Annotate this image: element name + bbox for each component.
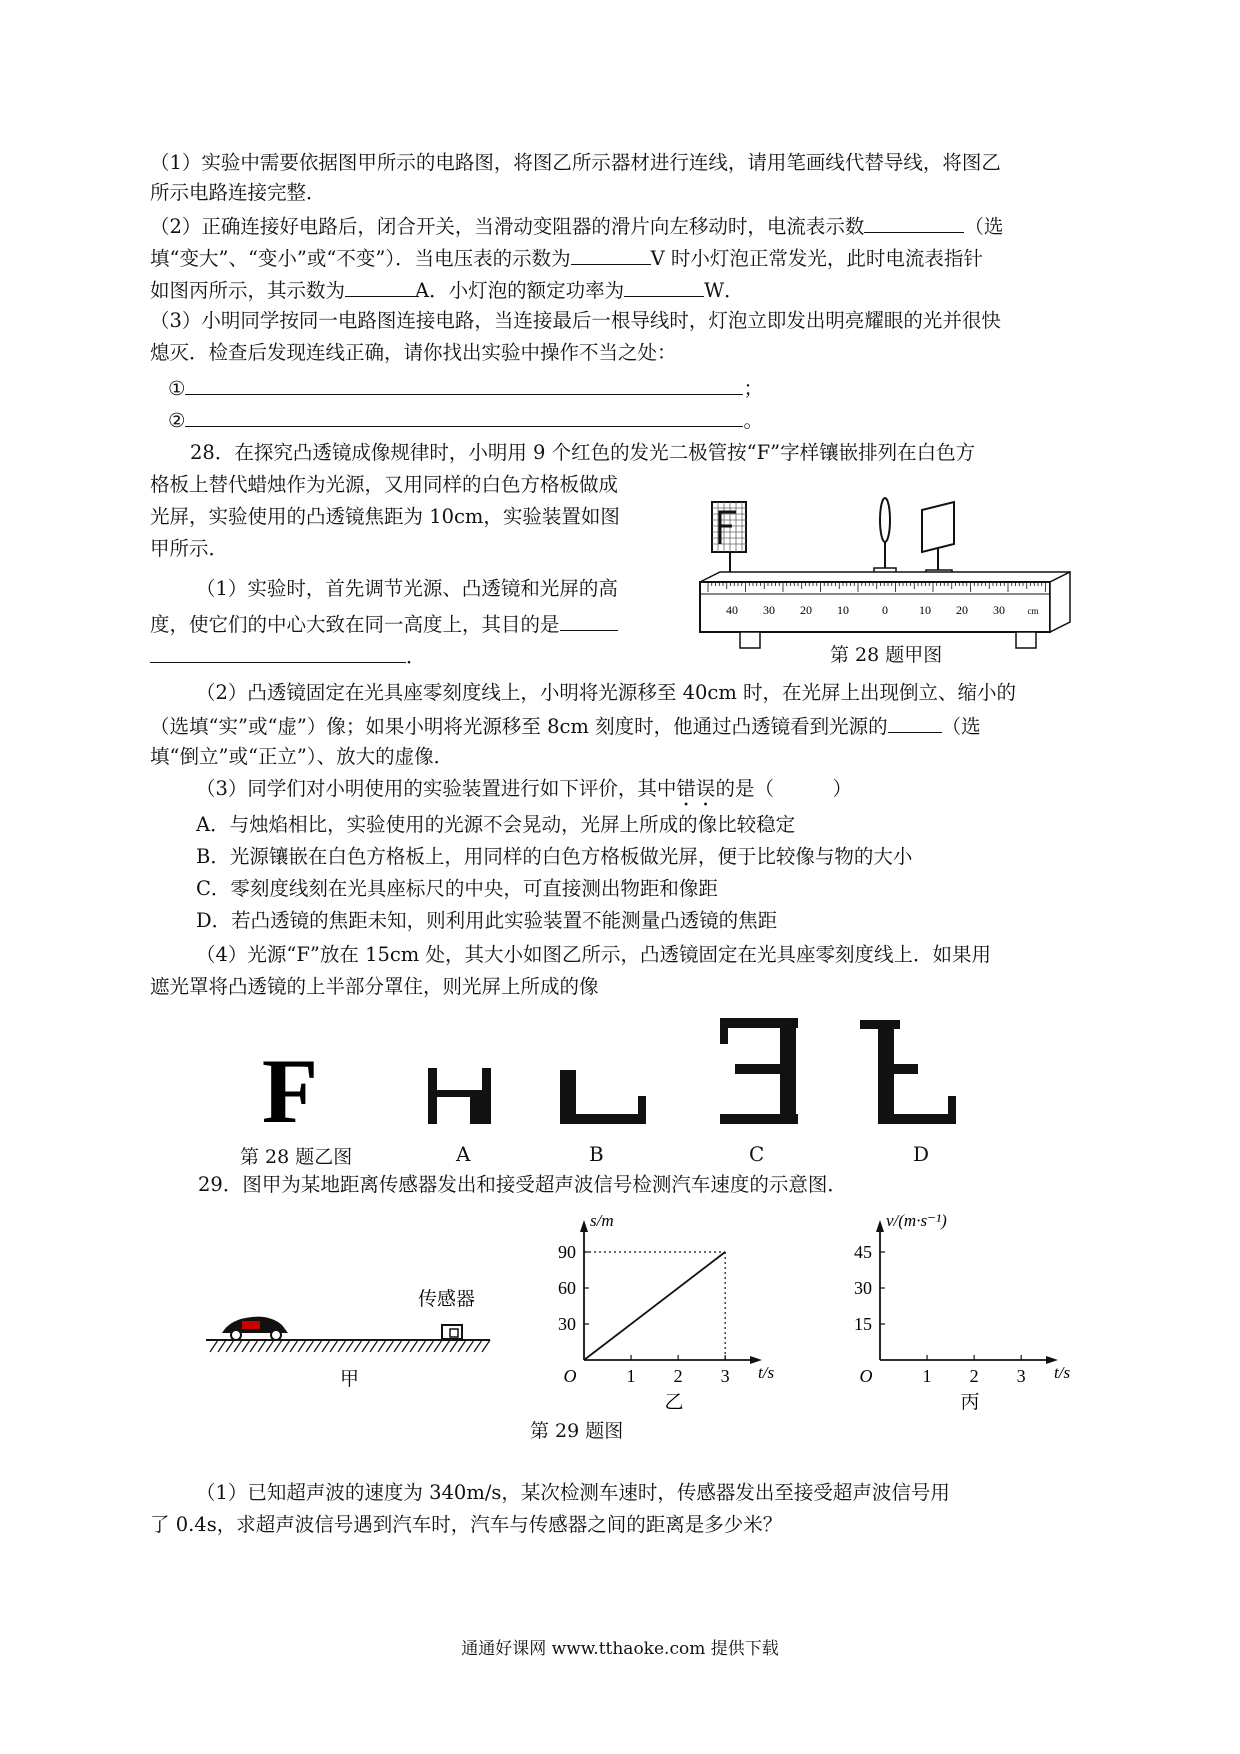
- x-tick-label: 3: [1016, 1366, 1026, 1386]
- fig-29-caption: 第 29 题图: [530, 1420, 624, 1442]
- q27-part3-line1: （3）小明同学按同一电路图连接电路，当连接最后一根导线时，灯泡立即发出明亮耀眼的光并很快: [150, 309, 1001, 332]
- sensor-icon: [442, 1325, 462, 1339]
- answer-blank-power[interactable]: [624, 276, 704, 297]
- x-tick-label: 1: [626, 1366, 636, 1386]
- q28-part3-emphasis: 错误: [676, 777, 716, 800]
- q28-part1-line3: [150, 642, 426, 670]
- q28-part1-line2: [150, 610, 618, 638]
- f-images-figure: [230, 1010, 990, 1160]
- x-tick-label: 1: [922, 1366, 932, 1386]
- hatch-line: [338, 1340, 346, 1352]
- q28-part1-text: 度，使它们的中心大致在同一高度上，其目的是: [150, 613, 560, 636]
- answer-blank-ammeter[interactable]: [345, 276, 415, 297]
- hatch-line: [474, 1340, 482, 1352]
- q27-part3-line2: 熄灭．检查后发现连线正确，请你找出实验中操作不当之处：: [150, 341, 677, 364]
- item-marker: ①: [168, 377, 186, 400]
- y-axis-arrow: [580, 1220, 588, 1232]
- q27-part2-text-end: V 时小灯泡正常发光，此时电流表指针: [650, 247, 983, 270]
- light-source-plate: [712, 502, 746, 576]
- origin-label: O: [859, 1366, 873, 1386]
- fig-28-jia-caption: 第 28 题甲图: [830, 644, 943, 666]
- q29-part1-line1: （1）已知超声波的速度为 340m/s，某次检测车速时，传感器发出至接受超声波信号用: [196, 1481, 950, 1504]
- scale-label: 30: [993, 603, 1005, 617]
- convex-lens: [874, 498, 896, 580]
- item-marker: ②: [168, 409, 186, 432]
- hatch-line: [290, 1340, 298, 1352]
- car-sensor-figure: [200, 1285, 510, 1395]
- item-end: ；: [743, 377, 763, 400]
- x-axis-label: t/s: [1054, 1363, 1071, 1382]
- answer-line-1[interactable]: [185, 374, 743, 395]
- hatch-line: [386, 1340, 394, 1352]
- chart-v-t: [830, 1210, 1090, 1410]
- q29-part1-line2: 了 0.4s，求超声波信号遇到汽车时，汽车与传感器之间的距离是多少米？: [150, 1513, 783, 1536]
- hatch-line: [218, 1340, 226, 1352]
- q28-part3-stem: [196, 776, 852, 811]
- scale-label: 10: [919, 603, 931, 617]
- y-tick-label: 45: [854, 1242, 872, 1262]
- hatch-line: [434, 1340, 442, 1352]
- hatch-line: [410, 1340, 418, 1352]
- light-screen: [922, 502, 954, 580]
- hatch-line: [266, 1340, 274, 1352]
- q27-part2-line3: [150, 276, 744, 304]
- scale-label: 40: [726, 603, 738, 617]
- choice-b[interactable]: B．光源镶嵌在白色方格板上，用同样的白色方格板做光屏，便于比较像与物的大小: [196, 845, 913, 868]
- hatch-line: [482, 1340, 490, 1352]
- hatch-line: [250, 1340, 258, 1352]
- scale-label: 0: [882, 603, 888, 617]
- chart-title: 乙: [664, 1392, 684, 1410]
- hatch-line: [258, 1340, 266, 1352]
- choice-a[interactable]: A．与烛焰相比，实验使用的光源不会晃动，光屏上所成的像比较稳定: [196, 813, 796, 836]
- q28-stem-line2: 格板上替代蜡烛作为光源，又用同样的白色方格板做成: [150, 473, 619, 496]
- hatch-line: [378, 1340, 386, 1352]
- hatch-line: [234, 1340, 242, 1352]
- scale-unit: cm: [1027, 606, 1039, 616]
- x-tick-label: 2: [673, 1366, 683, 1386]
- scale-label: 10: [837, 603, 849, 617]
- answer-blank-purpose[interactable]: [560, 610, 618, 631]
- q28-part2-line2: [150, 712, 981, 740]
- scale-label: 20: [800, 603, 812, 617]
- q28-part3-text-end: 的是（ ）: [715, 777, 852, 800]
- chart-s-t: [540, 1210, 780, 1410]
- road-hatching: [210, 1340, 490, 1352]
- q29-stem: 29．图甲为某地距离传感器发出和接受超声波信号检测汽车速度的示意图．: [198, 1173, 847, 1196]
- bench-top: [700, 572, 1070, 582]
- q27-part2-line2: [150, 244, 983, 272]
- hatch-line: [314, 1340, 322, 1352]
- q28-stem-line4: 甲所示．: [150, 537, 229, 560]
- choice-c[interactable]: C．零刻度线刻在光具座标尺的中央，可直接测出物距和像距: [196, 877, 718, 900]
- answer-blank-purpose-cont[interactable]: [150, 642, 406, 663]
- hatch-line: [442, 1340, 450, 1352]
- y-tick-label: 15: [854, 1314, 872, 1334]
- q28-part2-text-end: （选: [941, 715, 981, 738]
- answer-blank-current[interactable]: [864, 212, 964, 233]
- choice-label-d: D: [913, 1142, 930, 1166]
- q27-answer-item-2: [168, 406, 763, 434]
- hatch-line: [466, 1340, 474, 1352]
- q27-part2-text: 填“变大”、“变小”或“不变”）．当电压表的示数为: [150, 247, 571, 270]
- answer-blank-image-type[interactable]: [888, 712, 942, 733]
- hatch-line: [274, 1340, 282, 1352]
- hatch-line: [426, 1340, 434, 1352]
- q28-part2-line3: 填“倒立”或“正立”）、放大的虚像．: [150, 745, 454, 768]
- answer-blank-voltage[interactable]: [571, 244, 651, 265]
- hatch-line: [322, 1340, 330, 1352]
- chart-title: 丙: [960, 1392, 980, 1410]
- hatch-line: [330, 1340, 338, 1352]
- q28-part1-end: ．: [406, 645, 426, 668]
- q27-part1-line2: 所示电路连接完整．: [150, 181, 326, 204]
- hatch-line: [210, 1340, 218, 1352]
- q28-part1-line1: （1）实验时，首先调节光源、凸透镜和光屏的高: [196, 577, 618, 600]
- q28-part2-text: （选填“实”或“虚”）像；如果小明将光源移至 8cm 刻度时，他通过凸透镜看到光源的: [150, 715, 888, 738]
- choice-label-c: C: [749, 1142, 765, 1166]
- y-axis-label: s/m: [590, 1211, 614, 1230]
- y-tick-label: 60: [558, 1278, 576, 1298]
- fig-jia-label: 甲: [340, 1369, 360, 1390]
- q27-part2-text: 如图丙所示，其示数为: [150, 279, 346, 302]
- hatch-line: [298, 1340, 306, 1352]
- item-end: 。: [743, 409, 763, 432]
- option-b-image: [560, 1070, 646, 1124]
- q27-part2-text-end: （选: [964, 215, 1004, 238]
- hatch-line: [282, 1340, 290, 1352]
- q27-part2-text-mid: A．小灯泡的额定功率为: [415, 279, 625, 302]
- x-tick-label: 3: [720, 1366, 730, 1386]
- hatch-line: [354, 1340, 362, 1352]
- q27-part1-line1: （1）实验中需要依据图甲所示的电路图，将图乙所示器材进行连线，请用笔画线代替导线，将图乙: [150, 151, 1001, 174]
- q28-stem-line1: 28．在探究凸透镜成像规律时，小明用 9 个红色的发光二极管按“F”字样镶嵌排列在白色方: [190, 441, 976, 464]
- hatch-line: [418, 1340, 426, 1352]
- hatch-line: [370, 1340, 378, 1352]
- hatch-line: [346, 1340, 354, 1352]
- optical-bench-figure: [690, 482, 1080, 652]
- q28-stem-line3: 光屏，实验使用的凸透镜焦距为 10cm，实验装置如图: [150, 505, 620, 528]
- scale-label: 30: [763, 603, 775, 617]
- hatch-line: [450, 1340, 458, 1352]
- y-tick-label: 30: [854, 1278, 872, 1298]
- hatch-line: [458, 1340, 466, 1352]
- hatch-line: [242, 1340, 250, 1352]
- q28-part3-text: （3）同学们对小明使用的实验装置进行如下评价，其中: [196, 777, 677, 800]
- x-tick-label: 2: [969, 1366, 979, 1386]
- q28-part4-line2: 遮光罩将凸透镜的上半部分罩住，则光屏上所成的像: [150, 975, 599, 998]
- q27-part2-line1: [150, 212, 1003, 240]
- answer-line-2[interactable]: [185, 406, 743, 427]
- q27-part2-text-end: W．: [704, 279, 744, 302]
- q27-answer-item-1: [168, 374, 763, 402]
- y-axis-arrow: [876, 1220, 884, 1232]
- scale-label: 20: [956, 603, 968, 617]
- x-axis-label: t/s: [758, 1363, 775, 1382]
- fig-28-yi-caption: 第 28 题乙图: [240, 1146, 353, 1168]
- q28-part2-line1: （2）凸透镜固定在光具座零刻度线上，小明将光源移至 40cm 时，在光屏上出现倒立、缩小的: [196, 681, 1017, 704]
- source-f-letter: F: [261, 1040, 319, 1142]
- choice-label-a: A: [456, 1142, 471, 1166]
- series-line: [584, 1252, 725, 1360]
- hatch-line: [362, 1340, 370, 1352]
- q28-part4-line1: （4）光源“F”放在 15cm 处，其大小如图乙所示，凸透镜固定在光具座零刻度线上．如果用: [196, 943, 991, 966]
- hatch-line: [402, 1340, 410, 1352]
- q27-part2-text: （2）正确连接好电路后，闭合开关，当滑动变阻器的滑片向左移动时，电流表示数: [150, 215, 865, 238]
- bench-foot: [1016, 632, 1036, 648]
- choice-d[interactable]: D．若凸透镜的焦距未知，则利用此实验装置不能测量凸透镜的焦距: [196, 909, 778, 932]
- hatch-line: [306, 1340, 314, 1352]
- sensor-label: 传感器: [418, 1289, 476, 1310]
- car-icon: [222, 1317, 288, 1340]
- y-tick-label: 90: [558, 1242, 576, 1262]
- origin-label: O: [563, 1366, 577, 1386]
- y-axis-label: v/(m·s⁻¹): [886, 1211, 947, 1230]
- page-footer: 通通好课网 www.tthaoke.com 提供下载: [461, 1639, 779, 1659]
- hatch-line: [226, 1340, 234, 1352]
- hatch-line: [394, 1340, 402, 1352]
- option-d-image: [860, 1020, 956, 1124]
- y-tick-label: 30: [558, 1314, 576, 1334]
- bench-foot: [740, 632, 760, 648]
- choice-label-b: B: [589, 1142, 604, 1166]
- option-c-image: [720, 1018, 798, 1124]
- option-a-image: [428, 1068, 491, 1124]
